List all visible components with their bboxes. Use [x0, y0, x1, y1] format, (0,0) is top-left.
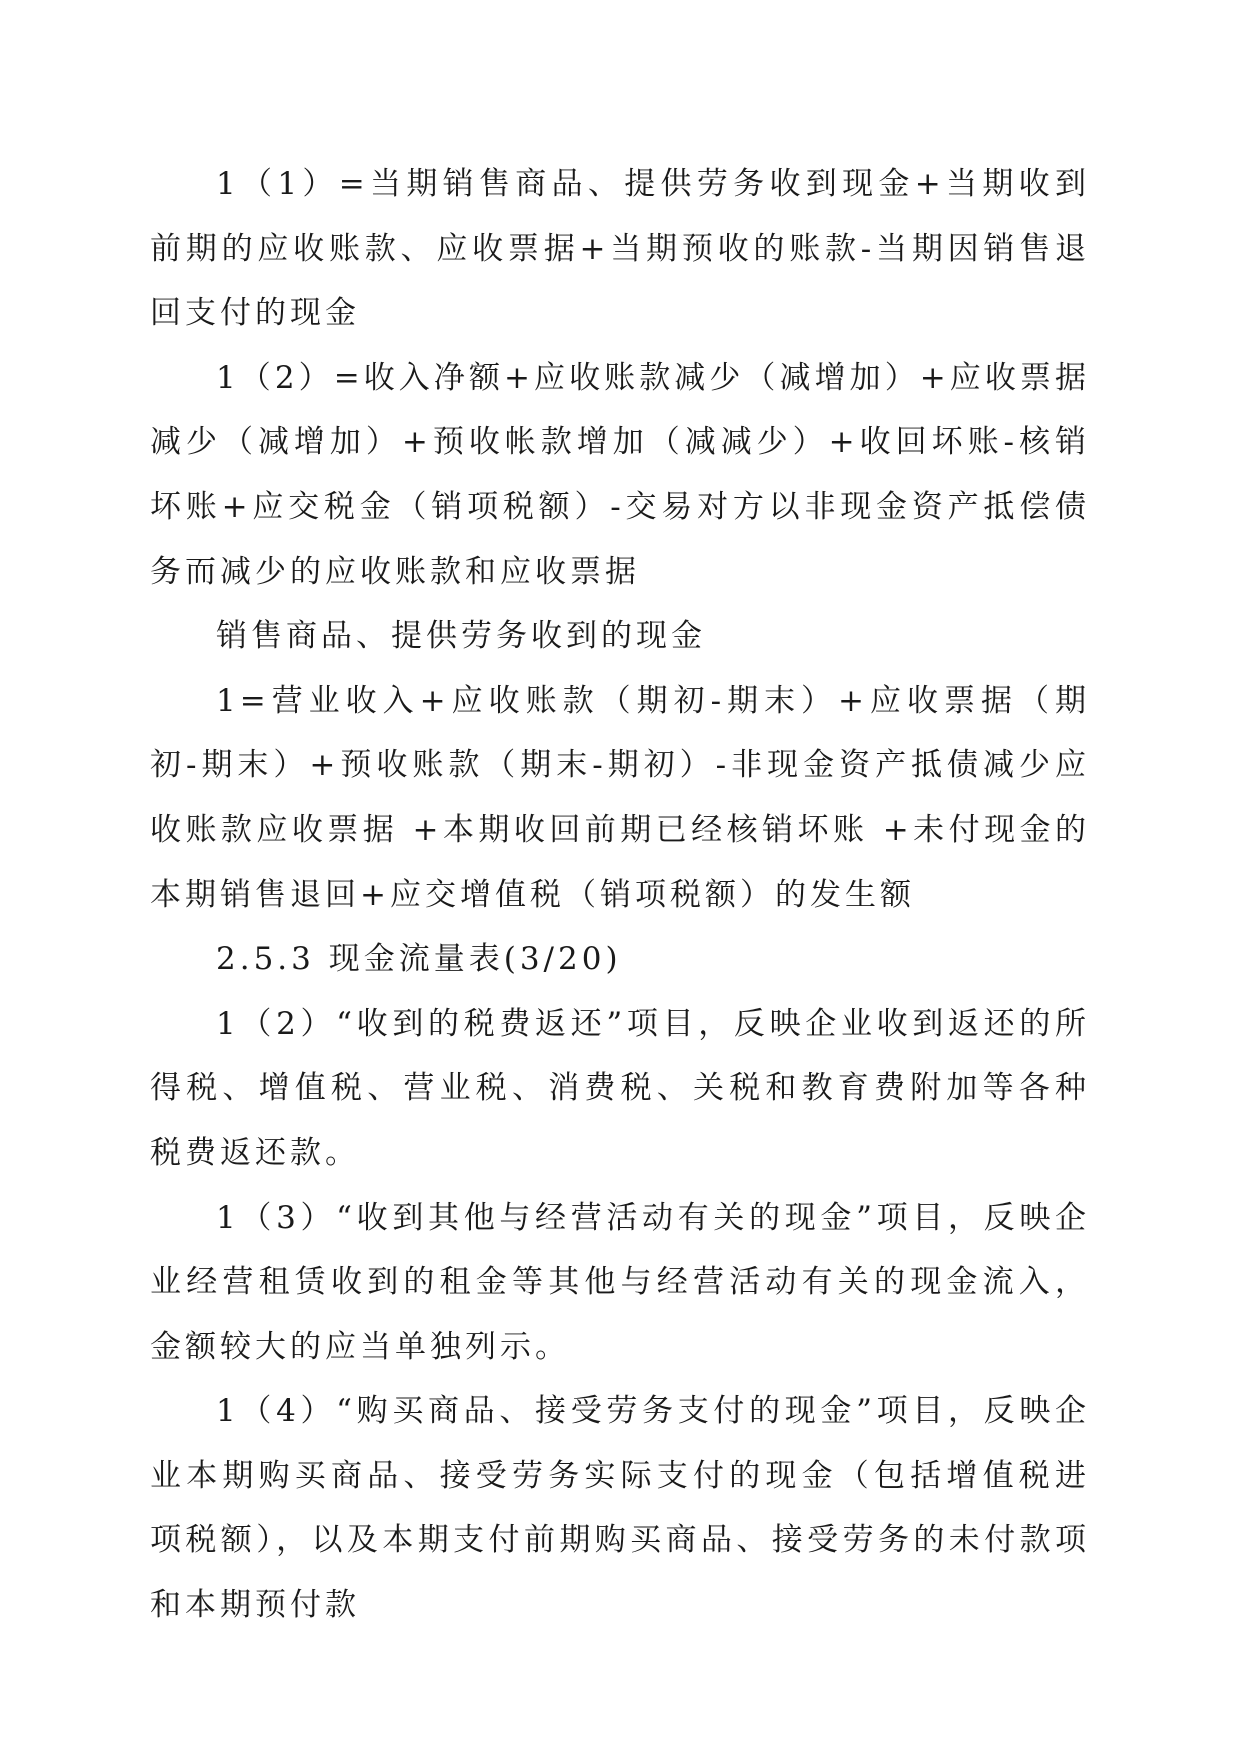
paragraph-section-heading-sales-cash: 销售商品、提供劳务收到的现金	[216, 618, 706, 655]
paragraph-other-operating-cash-item: 1（3）“收到其他与经营活动有关的现金”项目，反映企业经营租赁收到的租金等其他与经营活动有关的现金流入，金额较大的应当单独列示。	[150, 1199, 1090, 1365]
paragraph-cash-from-sales-formula-1: 1（1）=当期销售商品、提供劳务收到现金+当期收到前期的应收账款、应收票据+当期预收的账款-当期因销售退回支付的现金	[150, 166, 1090, 332]
paragraph-cash-from-sales-formula-3: 1=营业收入+应收账款（期初-期末）+应收票据（期初-期末）+预收账款（期末-期初）-非现金资产抵债减少应收账款应收票据 +本期收回前期已经核销坏账 +未付现金的本期销售退回+应交增值税（销项税额）的发生额	[150, 682, 1090, 913]
paragraph-cash-from-sales-formula-2: 1（2）=收入净额+应收账款减少（减增加）+应收票据减少（减增加）+预收帐款增加（减减少）+收回坏账-核销坏账+应交税金（销项税额）-交易对方以非现金资产抵偿债务而减少的应收账款和应收票据	[150, 359, 1090, 590]
paragraph-section-title-cash-flow-statement: 2.5.3 现金流量表(3/20)	[216, 941, 622, 978]
paragraph-tax-refund-item: 1（2）“收到的税费返还”项目，反映企业收到返还的所得税、增值税、营业税、消费税、关税和教育费附加等各种税费返还款。	[150, 1005, 1090, 1171]
paragraph-purchase-cash-item: 1（4）“购买商品、接受劳务支付的现金”项目，反映企业本期购买商品、接受劳务实际支付的现金（包括增值税进项税额），以及本期支付前期购买商品、接受劳务的未付款项和本期预付款	[150, 1393, 1090, 1624]
document-body	[150, 152, 1090, 1638]
